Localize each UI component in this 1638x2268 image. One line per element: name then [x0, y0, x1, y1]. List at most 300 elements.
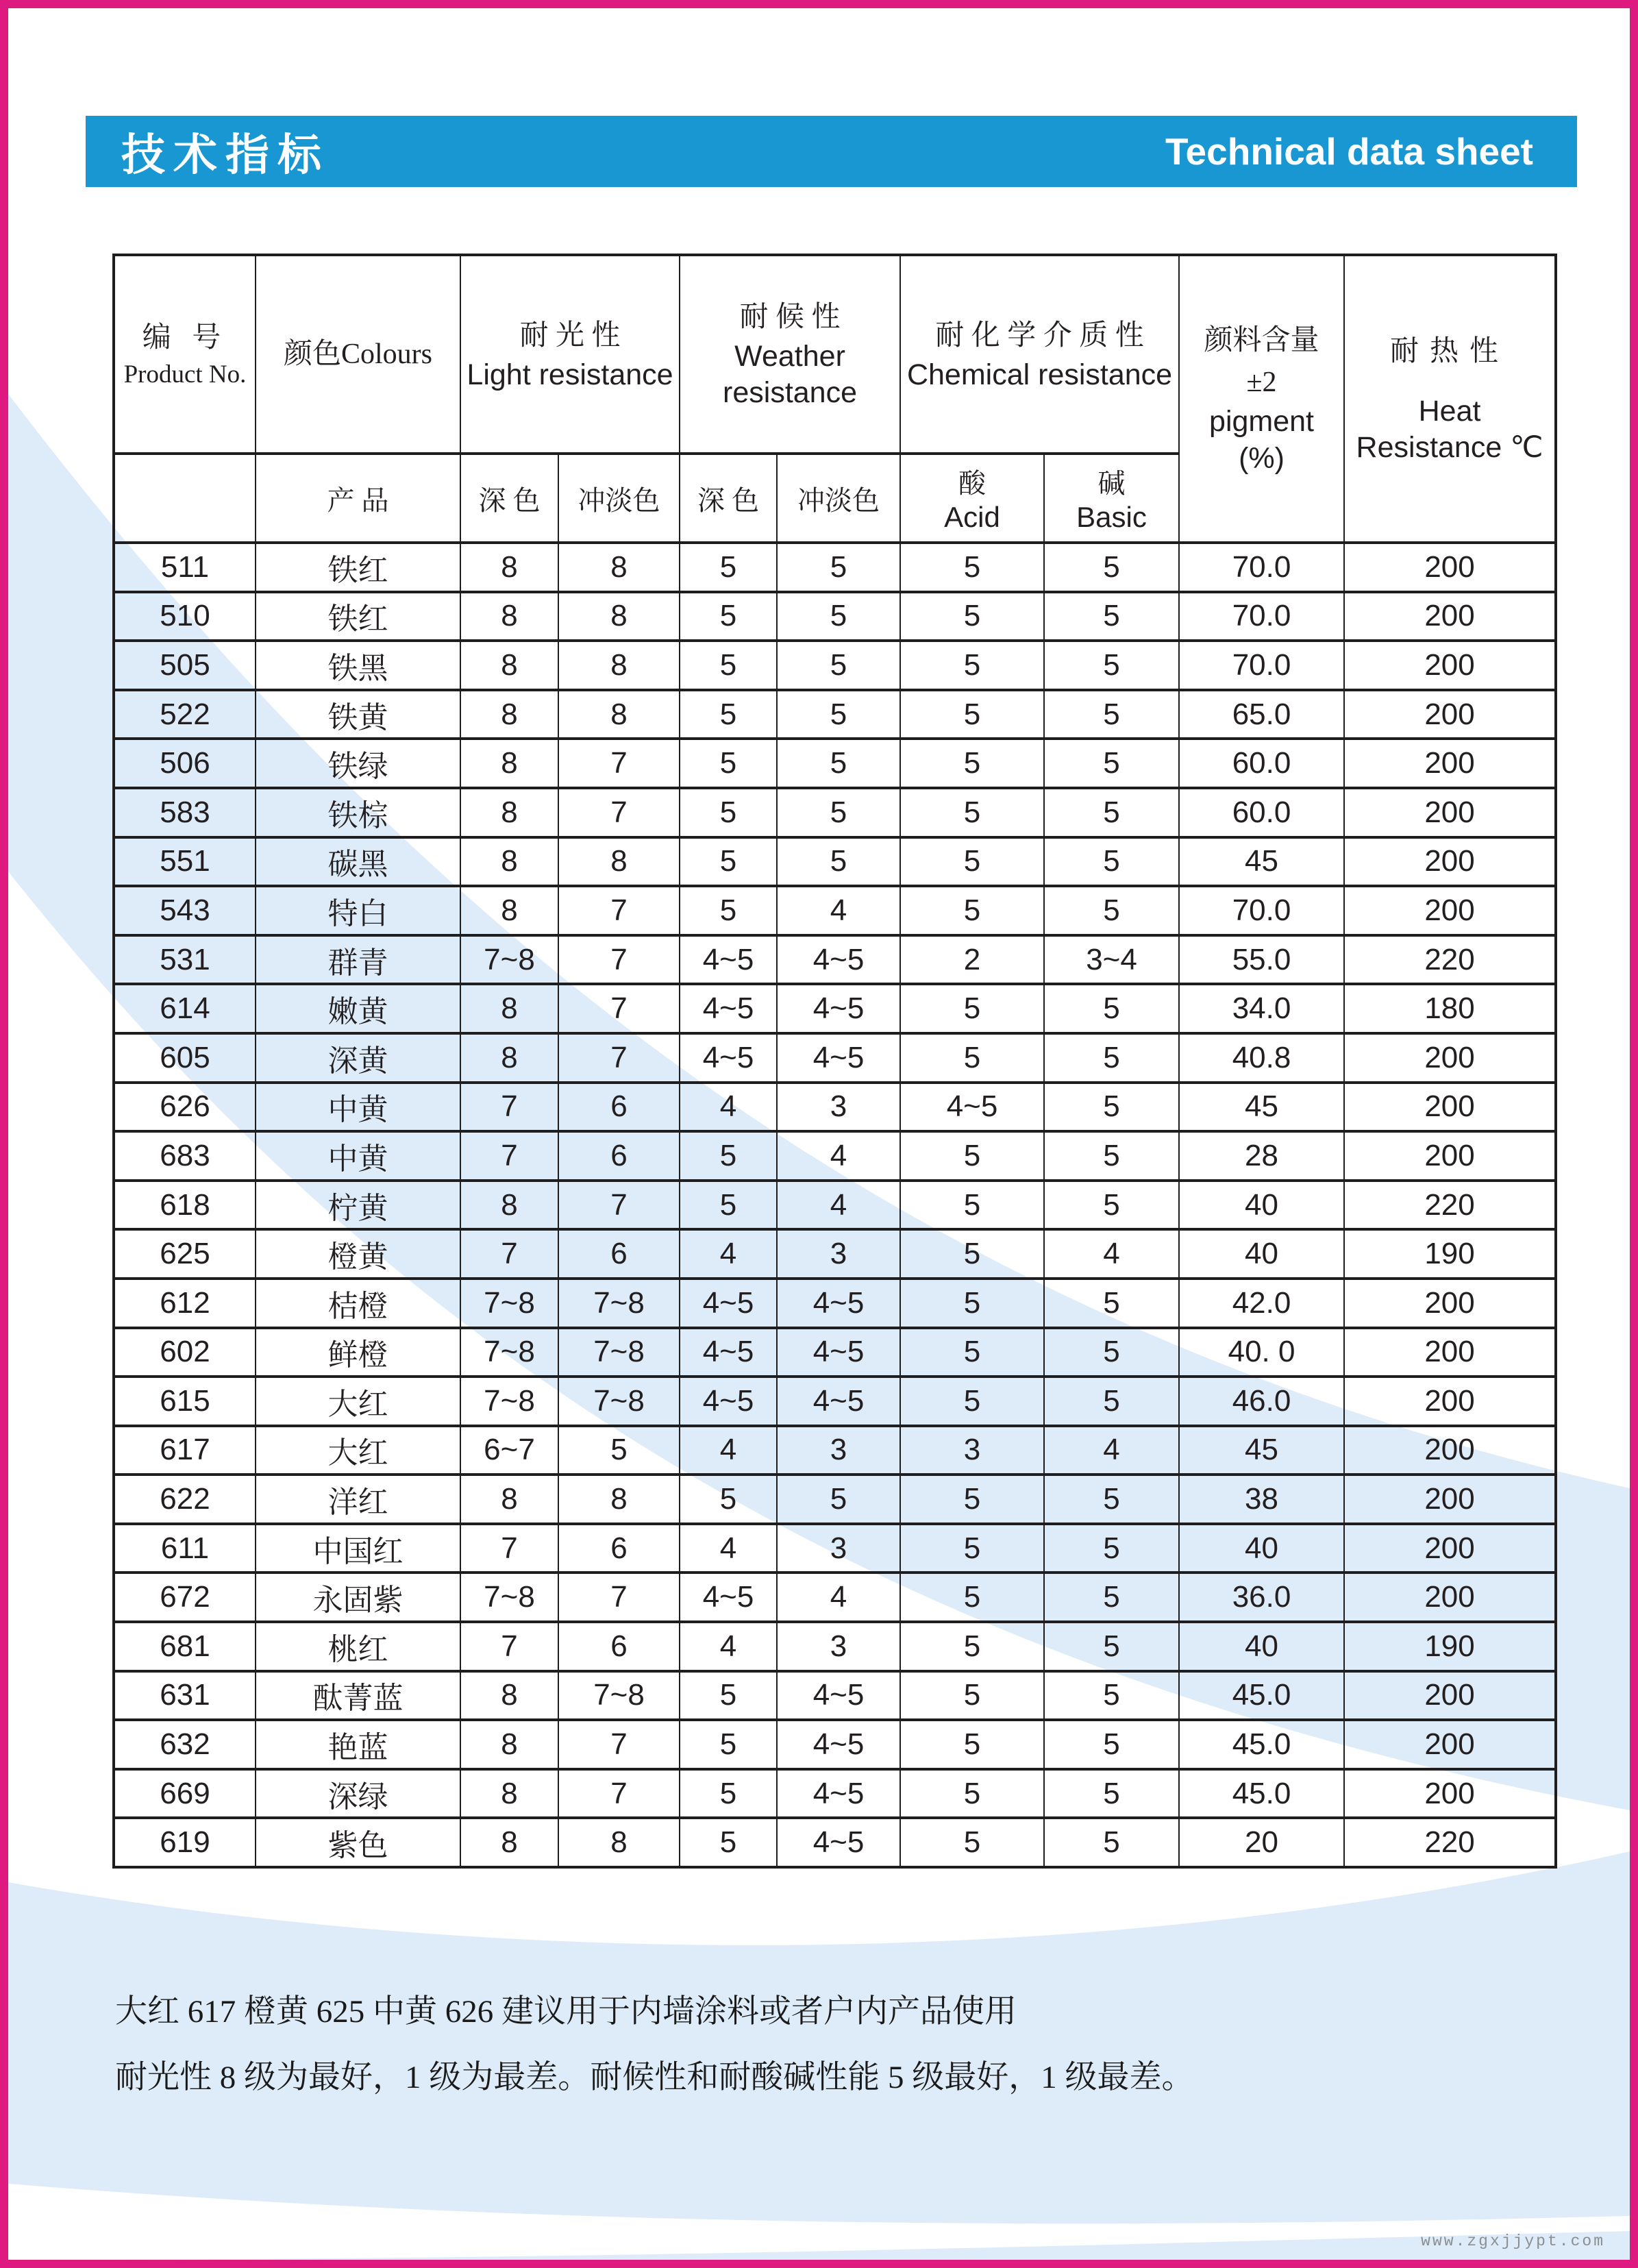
- table-cell: 200: [1344, 837, 1556, 887]
- table-cell: 深绿: [256, 1769, 460, 1819]
- table-cell: 铁红: [256, 543, 460, 592]
- table-cell: 8: [558, 1818, 680, 1867]
- table-cell: 7~8: [558, 1377, 680, 1426]
- table-cell: 8: [460, 1720, 558, 1769]
- table-cell: 200: [1344, 1573, 1556, 1622]
- table-cell: 6: [558, 1229, 680, 1279]
- table-cell: 8: [460, 592, 558, 641]
- col-header-light-tint: [558, 454, 680, 543]
- table-cell: 8: [558, 837, 680, 887]
- table-cell: 5: [777, 739, 900, 788]
- table-cell: 5: [900, 886, 1044, 935]
- watermark-text: www.zgxjjypt.com: [1421, 2232, 1605, 2250]
- table-cell: 45: [1179, 1083, 1344, 1132]
- table-cell: 群青: [256, 935, 460, 985]
- table-cell: 7: [460, 1229, 558, 1279]
- header-bar: [86, 116, 1577, 187]
- table-row: [114, 1524, 1556, 1573]
- col-header-product-no: [114, 255, 256, 454]
- table-cell: 5: [1044, 788, 1179, 837]
- table-cell: 5: [900, 1720, 1044, 1769]
- table-cell: 605: [114, 1033, 256, 1083]
- table-row: [114, 739, 1556, 788]
- table-cell: 7~8: [558, 1671, 680, 1721]
- table-cell: 3: [777, 1083, 900, 1132]
- table-cell: 5: [900, 543, 1044, 592]
- table-cell: 7~8: [558, 1279, 680, 1328]
- col-header-weather-deep: [680, 454, 777, 543]
- table-cell: 酞菁蓝: [256, 1671, 460, 1721]
- col-header-acid-cn: 酸: [958, 468, 986, 500]
- table-row: [114, 1769, 1556, 1819]
- table-cell: 611: [114, 1524, 256, 1573]
- table-cell: 7: [558, 1181, 680, 1230]
- table-cell: 70.0: [1179, 592, 1344, 641]
- table-header-row-1: [114, 255, 1556, 454]
- table-cell: 40: [1179, 1524, 1344, 1573]
- table-row: [114, 1475, 1556, 1524]
- table-cell: 碳黑: [256, 837, 460, 887]
- table-cell: 200: [1344, 592, 1556, 641]
- table-cell: 6: [558, 1622, 680, 1671]
- table-cell: 631: [114, 1671, 256, 1721]
- table-cell: 614: [114, 984, 256, 1033]
- table-cell: 8: [460, 1671, 558, 1721]
- table-row: [114, 886, 1556, 935]
- col-header-acid-en: Acid: [944, 501, 1000, 534]
- col-header-light-tint-label: 冲淡色: [578, 484, 660, 516]
- table-cell: 45.0: [1179, 1769, 1344, 1819]
- table-cell: 5: [1044, 1181, 1179, 1230]
- table-row: [114, 1328, 1556, 1377]
- table-cell: 3: [777, 1426, 900, 1475]
- table-cell: 5: [900, 1279, 1044, 1328]
- col-header-pigment-cn: 颜料含量±2: [1204, 325, 1319, 399]
- table-cell: 3: [900, 1426, 1044, 1475]
- table-cell: 5: [777, 837, 900, 887]
- table-cell: 220: [1344, 935, 1556, 985]
- table-cell: 28: [1179, 1131, 1344, 1181]
- col-header-heat-en: Heat Resistance ℃: [1356, 394, 1543, 465]
- table-cell: 4: [1044, 1229, 1179, 1279]
- table-row: [114, 1181, 1556, 1230]
- table-cell: 5: [900, 1377, 1044, 1426]
- table-cell: 8: [460, 641, 558, 690]
- table-cell: 3: [777, 1524, 900, 1573]
- table-cell: 8: [460, 984, 558, 1033]
- table-row: [114, 1573, 1556, 1622]
- table-row: [114, 543, 1556, 592]
- table-row: [114, 1033, 1556, 1083]
- col-header-light-deep: [460, 454, 558, 543]
- table-cell: 190: [1344, 1229, 1556, 1279]
- table-cell: 5: [900, 1131, 1044, 1181]
- table-cell: 7~8: [460, 1377, 558, 1426]
- table-cell: 橙黄: [256, 1229, 460, 1279]
- table-cell: 铁绿: [256, 739, 460, 788]
- table-cell: 7~8: [460, 1573, 558, 1622]
- table-cell: 220: [1344, 1181, 1556, 1230]
- table-cell: 8: [460, 1033, 558, 1083]
- table-cell: 617: [114, 1426, 256, 1475]
- table-row: [114, 1229, 1556, 1279]
- table-cell: 200: [1344, 739, 1556, 788]
- table-cell: 4~5: [680, 1377, 777, 1426]
- table-cell: 551: [114, 837, 256, 887]
- table-cell: 200: [1344, 1426, 1556, 1475]
- table-cell: 7~8: [460, 1279, 558, 1328]
- table-cell: 4~5: [900, 1083, 1044, 1132]
- table-cell: 602: [114, 1328, 256, 1377]
- col-header-basic-cn: 碱: [1097, 468, 1126, 500]
- table-cell: 40.8: [1179, 1033, 1344, 1083]
- table-cell: 5: [1044, 837, 1179, 887]
- table-cell: 中国红: [256, 1524, 460, 1573]
- table-cell: 5: [777, 690, 900, 739]
- table-cell: 5: [1044, 886, 1179, 935]
- table-cell: 3: [777, 1622, 900, 1671]
- table-cell: 大红: [256, 1426, 460, 1475]
- table-row: [114, 1279, 1556, 1328]
- table-cell: 4~5: [777, 1328, 900, 1377]
- table-cell: 5: [1044, 1573, 1179, 1622]
- table-cell: 7: [558, 984, 680, 1033]
- table-cell: 8: [460, 1475, 558, 1524]
- table-cell: 4~5: [680, 1279, 777, 1328]
- table-cell: 8: [460, 690, 558, 739]
- pigment-spec-table: [112, 254, 1557, 1869]
- col-header-chemical-en: Chemical resistance: [906, 358, 1173, 391]
- table-cell: 4: [777, 1181, 900, 1230]
- table-cell: 大红: [256, 1377, 460, 1426]
- table-cell: 200: [1344, 1769, 1556, 1819]
- table-cell: 7~8: [460, 935, 558, 985]
- table-cell: 5: [900, 1475, 1044, 1524]
- table-row: [114, 1131, 1556, 1181]
- table-cell: 5: [1044, 641, 1179, 690]
- table-cell: 681: [114, 1622, 256, 1671]
- table-cell: 5: [680, 641, 777, 690]
- table-cell: 615: [114, 1377, 256, 1426]
- table-cell: 505: [114, 641, 256, 690]
- table-cell: 4~5: [777, 935, 900, 985]
- footnotes: [115, 1979, 1485, 2110]
- table-cell: 4~5: [680, 935, 777, 985]
- table-cell: 5: [680, 1720, 777, 1769]
- table-cell: 4: [777, 1131, 900, 1181]
- table-row: [114, 837, 1556, 887]
- table-cell: 8: [558, 592, 680, 641]
- table-cell: 8: [558, 1475, 680, 1524]
- col-header-light-deep-label: 深 色: [478, 484, 541, 516]
- table-cell: 5: [1044, 1475, 1179, 1524]
- table-cell: 583: [114, 788, 256, 837]
- table-cell: 8: [460, 739, 558, 788]
- table-cell: 632: [114, 1720, 256, 1769]
- table-cell: 6: [558, 1083, 680, 1132]
- table-cell: 5: [680, 788, 777, 837]
- table-cell: 5: [1044, 690, 1179, 739]
- table-row: [114, 1083, 1556, 1132]
- table-cell: 60.0: [1179, 788, 1344, 837]
- page-title-en: Technical data sheet: [1165, 130, 1533, 173]
- table-cell: 7: [460, 1083, 558, 1132]
- table-cell: 42.0: [1179, 1279, 1344, 1328]
- table-row: [114, 1426, 1556, 1475]
- table-row: [114, 984, 1556, 1033]
- col-header-pigment-content: [1179, 255, 1344, 543]
- table-cell: 200: [1344, 1033, 1556, 1083]
- col-header-product-no-cn: 编 号: [142, 321, 228, 354]
- table-cell: 4~5: [777, 1279, 900, 1328]
- table-cell: 5: [777, 543, 900, 592]
- table-cell: 40: [1179, 1181, 1344, 1230]
- table-cell: 柠黄: [256, 1181, 460, 1230]
- col-header-heat-resistance: [1344, 255, 1556, 543]
- table-cell: 200: [1344, 788, 1556, 837]
- table-cell: 6: [558, 1131, 680, 1181]
- table-cell: 200: [1344, 1377, 1556, 1426]
- table-cell: 5: [900, 837, 1044, 887]
- col-header-colours-label: 颜色Colours: [283, 338, 432, 370]
- table-cell: 5: [1044, 984, 1179, 1033]
- table-cell: 4: [1044, 1426, 1179, 1475]
- table-cell: 55.0: [1179, 935, 1344, 985]
- col-header-weather-cn: 耐 候 性: [739, 301, 841, 333]
- table-cell: 200: [1344, 1475, 1556, 1524]
- table-cell: 8: [558, 690, 680, 739]
- table-cell: 625: [114, 1229, 256, 1279]
- table-cell: 8: [558, 641, 680, 690]
- col-header-chemical-cn: 耐 化 学 介 质 性: [935, 319, 1144, 352]
- table-cell: 7~8: [460, 1328, 558, 1377]
- col-header-light-resistance: [460, 255, 680, 454]
- table-cell: 7: [558, 935, 680, 985]
- table-cell: 8: [460, 543, 558, 592]
- table-cell: 45.0: [1179, 1720, 1344, 1769]
- table-cell: 中黄: [256, 1131, 460, 1181]
- table-cell: 5: [1044, 592, 1179, 641]
- table-cell: 20: [1179, 1818, 1344, 1867]
- table-cell: 5: [1044, 1524, 1179, 1573]
- table-row: [114, 935, 1556, 985]
- table-cell: 5: [680, 1769, 777, 1819]
- table-cell: 4: [777, 1573, 900, 1622]
- table-row: [114, 641, 1556, 690]
- table-cell: 38: [1179, 1475, 1344, 1524]
- table-cell: 铁黑: [256, 641, 460, 690]
- table-cell: 510: [114, 592, 256, 641]
- table-cell: 45.0: [1179, 1671, 1344, 1721]
- table-cell: 4~5: [777, 1818, 900, 1867]
- table-row: [114, 788, 1556, 837]
- col-header-weather-deep-label: 深 色: [697, 484, 760, 516]
- col-header-basic-en: Basic: [1076, 501, 1147, 534]
- table-cell: 4~5: [777, 1769, 900, 1819]
- table-cell: 4~5: [777, 984, 900, 1033]
- col-header-light-cn: 耐 光 性: [519, 319, 621, 352]
- table-cell: 40. 0: [1179, 1328, 1344, 1377]
- table-cell: 5: [680, 543, 777, 592]
- table-cell: 特白: [256, 886, 460, 935]
- table-cell: 5: [1044, 1769, 1179, 1819]
- table-cell: 626: [114, 1083, 256, 1132]
- col-header-heat-cn: 耐热性: [1390, 335, 1510, 367]
- table-cell: 鲜橙: [256, 1328, 460, 1377]
- table-cell: 5: [900, 641, 1044, 690]
- table-cell: 5: [900, 1328, 1044, 1377]
- table-cell: 5: [900, 1229, 1044, 1279]
- table-cell: 5: [900, 984, 1044, 1033]
- table-cell: 5: [900, 788, 1044, 837]
- table-cell: 5: [1044, 739, 1179, 788]
- col-header-light-en: Light resistance: [467, 358, 673, 391]
- table-cell: 5: [1044, 1720, 1179, 1769]
- table-cell: 4: [680, 1426, 777, 1475]
- table-cell: 桃红: [256, 1622, 460, 1671]
- table-cell: 铁红: [256, 592, 460, 641]
- table-cell: 5: [1044, 1083, 1179, 1132]
- table-cell: 40: [1179, 1229, 1344, 1279]
- table-row: [114, 1377, 1556, 1426]
- col-header-weather-tint-label: 冲淡色: [797, 484, 880, 516]
- col-header-weather-tint: [777, 454, 900, 543]
- table-cell: 紫色: [256, 1818, 460, 1867]
- table-cell: 200: [1344, 1131, 1556, 1181]
- table-cell: 531: [114, 935, 256, 985]
- table-cell: 5: [900, 690, 1044, 739]
- table-cell: 5: [680, 739, 777, 788]
- table-cell: 5: [777, 788, 900, 837]
- table-cell: 5: [900, 1671, 1044, 1721]
- table-cell: 4: [680, 1622, 777, 1671]
- table-cell: 522: [114, 690, 256, 739]
- table-cell: 200: [1344, 543, 1556, 592]
- table-cell: 543: [114, 886, 256, 935]
- table-cell: 45: [1179, 1426, 1344, 1475]
- table-cell: 70.0: [1179, 886, 1344, 935]
- table-cell: 7: [460, 1524, 558, 1573]
- table-cell: 5: [900, 1181, 1044, 1230]
- table-cell: 8: [558, 543, 680, 592]
- table-cell: 7: [558, 1033, 680, 1083]
- table-cell: 5: [777, 592, 900, 641]
- table-cell: 65.0: [1179, 690, 1344, 739]
- table-cell: 7: [558, 1769, 680, 1819]
- table-cell: 7: [460, 1622, 558, 1671]
- table-cell: 511: [114, 543, 256, 592]
- table-cell: 5: [680, 1181, 777, 1230]
- table-cell: 200: [1344, 641, 1556, 690]
- table-cell: 8: [460, 1818, 558, 1867]
- table-cell: 嫩黄: [256, 984, 460, 1033]
- col-header-product: [256, 454, 460, 543]
- table-cell: 200: [1344, 1083, 1556, 1132]
- table-cell: 7: [558, 788, 680, 837]
- table-cell: 4~5: [777, 1720, 900, 1769]
- table-cell: 8: [460, 837, 558, 887]
- table-cell: 4: [680, 1083, 777, 1132]
- table-cell: 5: [1044, 1279, 1179, 1328]
- footnote-line-2: 耐光性 8 级为最好，1 级为最差。耐候性和耐酸碱性能 5 级最好，1 级最差。: [115, 2060, 1194, 2095]
- table-cell: 4~5: [680, 1033, 777, 1083]
- page-title-cn: 技术指标: [121, 131, 330, 180]
- table-cell: 5: [1044, 1377, 1179, 1426]
- col-header-acid: [900, 454, 1044, 543]
- table-cell: 8: [460, 1181, 558, 1230]
- table-row: [114, 1720, 1556, 1769]
- table-cell: 5: [900, 1573, 1044, 1622]
- table-cell: 铁黄: [256, 690, 460, 739]
- table-cell: 70.0: [1179, 641, 1344, 690]
- table-cell: 6: [558, 1524, 680, 1573]
- table-cell: 4~5: [680, 1573, 777, 1622]
- table-cell: 深黄: [256, 1033, 460, 1083]
- table-cell: 200: [1344, 886, 1556, 935]
- table-cell: 5: [900, 1033, 1044, 1083]
- table-cell: 200: [1344, 1279, 1556, 1328]
- table-cell: 4~5: [777, 1033, 900, 1083]
- table-cell: 5: [777, 641, 900, 690]
- table-cell: 5: [680, 1671, 777, 1721]
- table-cell: 7: [558, 1720, 680, 1769]
- table-cell: 5: [777, 1475, 900, 1524]
- table-cell: 5: [900, 1622, 1044, 1671]
- table-cell: 4~5: [777, 1671, 900, 1721]
- table-cell: 2: [900, 935, 1044, 985]
- table-cell: 36.0: [1179, 1573, 1344, 1622]
- table-cell: 6~7: [460, 1426, 558, 1475]
- table-cell: 5: [1044, 1328, 1179, 1377]
- table-cell: 5: [1044, 1671, 1179, 1721]
- footnote-line-1: 大红 617 橙黄 625 中黄 626 建议用于内墙涂料或者户内产品使用: [115, 1994, 1017, 2030]
- col-header-weather-en: Weather resistance: [723, 339, 858, 410]
- table-cell: 40: [1179, 1622, 1344, 1671]
- table-cell: 60.0: [1179, 739, 1344, 788]
- table-cell: 5: [680, 837, 777, 887]
- table-cell: 艳蓝: [256, 1720, 460, 1769]
- table-cell: 洋红: [256, 1475, 460, 1524]
- table-cell: 612: [114, 1279, 256, 1328]
- col-header-product-label: 产 品: [327, 484, 389, 516]
- table-cell: 4~5: [777, 1377, 900, 1426]
- table-cell: 200: [1344, 1328, 1556, 1377]
- table-cell: 5: [680, 690, 777, 739]
- table-body: [114, 543, 1556, 1867]
- table-cell: 3~4: [1044, 935, 1179, 985]
- table-cell: 5: [900, 1818, 1044, 1867]
- table-cell: 622: [114, 1475, 256, 1524]
- table-cell: 669: [114, 1769, 256, 1819]
- table-cell: 5: [1044, 543, 1179, 592]
- col-header-pigment-en: pigment (%): [1209, 405, 1315, 475]
- col-header-chemical-resistance: [900, 255, 1179, 454]
- table-cell: 7~8: [558, 1328, 680, 1377]
- table-cell: 34.0: [1179, 984, 1344, 1033]
- table-cell: 5: [900, 592, 1044, 641]
- table-cell: 618: [114, 1181, 256, 1230]
- table-cell: 5: [1044, 1033, 1179, 1083]
- table-cell: 8: [460, 788, 558, 837]
- table-cell: 180: [1344, 984, 1556, 1033]
- table-row: [114, 1818, 1556, 1867]
- col-header-basic: [1044, 454, 1179, 543]
- table-cell: 683: [114, 1131, 256, 1181]
- col-header-colours: [256, 255, 460, 454]
- table-cell: 46.0: [1179, 1377, 1344, 1426]
- table-cell: 200: [1344, 1720, 1556, 1769]
- table-row: [114, 592, 1556, 641]
